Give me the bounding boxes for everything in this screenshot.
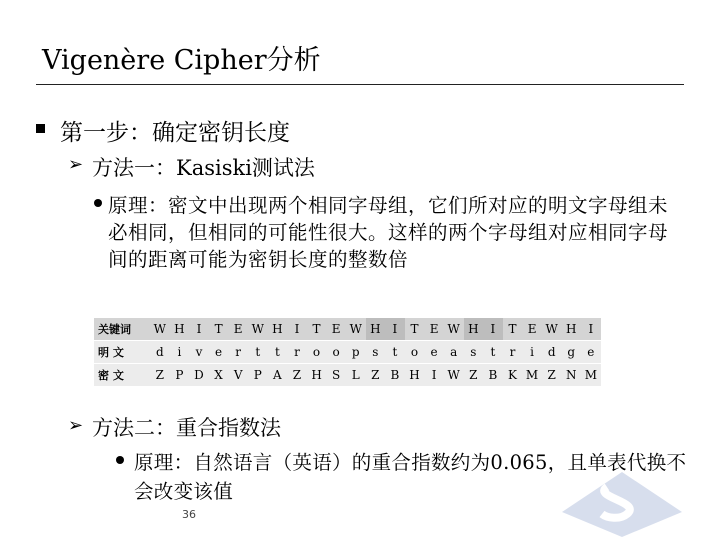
step1-heading: 第一步：确定密钥长度 — [60, 120, 290, 146]
table-cell: E — [228, 318, 248, 341]
table-cell: T — [307, 318, 327, 341]
table-cell: t — [385, 341, 405, 364]
arrow-bullet-icon: ➢ — [68, 154, 84, 175]
table-cell: p — [346, 341, 366, 364]
table-cell: g — [561, 341, 581, 364]
keyword-row — [94, 318, 601, 341]
table-cell: T — [209, 318, 229, 341]
row-label: 密 文 — [94, 364, 150, 387]
table-cell: W — [444, 318, 464, 341]
table-cell: v — [189, 341, 209, 364]
table-cell: H — [366, 318, 386, 341]
principle1-text: 原理：密文中出现两个相同字母组，它们所对应的明文字母组未必相同，但相同的可能性很大。这样的两个字母组对应相同字母间的距离可能为密钥长度的整数倍 — [108, 194, 669, 271]
table-cell: Z — [287, 364, 307, 387]
table-cell: X — [209, 364, 229, 387]
ciphertext-row — [94, 364, 601, 387]
table-cell: t — [248, 341, 268, 364]
table-cell: Z — [542, 364, 562, 387]
table-cell: B — [385, 364, 405, 387]
table-cell: P — [248, 364, 268, 387]
table-cell: W — [542, 318, 562, 341]
table-cell: H — [561, 318, 581, 341]
table-cell: r — [287, 341, 307, 364]
table-cell: D — [189, 364, 209, 387]
table-cell: Z — [150, 364, 170, 387]
table-cell: W — [346, 318, 366, 341]
kasiski-table — [94, 318, 601, 387]
table-cell: o — [405, 341, 425, 364]
square-bullet-icon — [36, 124, 45, 133]
table-cell: e — [424, 341, 444, 364]
table-cell: E — [424, 318, 444, 341]
table-cell: B — [483, 364, 503, 387]
table-cell: W — [444, 364, 464, 387]
row-label: 关键词 — [94, 318, 150, 341]
table-cell: E — [522, 318, 542, 341]
page-number: 36 — [182, 508, 196, 521]
table-cell: Z — [366, 364, 386, 387]
table-cell: t — [483, 341, 503, 364]
table-cell: S — [326, 364, 346, 387]
table-cell: I — [189, 318, 209, 341]
table-cell: a — [444, 341, 464, 364]
table-cell: V — [228, 364, 248, 387]
plaintext-row — [94, 341, 601, 364]
table-cell: A — [268, 364, 288, 387]
arrow-bullet-icon: ➢ — [68, 415, 84, 436]
method2-heading: 方法二：重合指数法 — [92, 416, 281, 440]
table-cell: I — [483, 318, 503, 341]
table-cell: H — [464, 318, 484, 341]
table-cell: H — [307, 364, 327, 387]
table-cell: o — [307, 341, 327, 364]
table-cell: I — [581, 318, 601, 341]
table-cell: I — [287, 318, 307, 341]
table-cell: E — [326, 318, 346, 341]
dot-bullet-icon — [116, 456, 124, 464]
table-cell: e — [209, 341, 229, 364]
table-cell: P — [170, 364, 190, 387]
slide-title: Vigenère Cipher分析 — [42, 45, 321, 76]
table-cell: o — [326, 341, 346, 364]
row-label: 明 文 — [94, 341, 150, 364]
table-cell: e — [581, 341, 601, 364]
table-cell: r — [503, 341, 523, 364]
title-divider — [36, 84, 684, 85]
table-cell: r — [228, 341, 248, 364]
table-cell: L — [346, 364, 366, 387]
logo-watermark-icon — [552, 452, 692, 542]
principle2-text: 原理：自然语言（英语）的重合指数约为0.065，且单表代换不会改变该值 — [134, 451, 687, 503]
table-cell: N — [561, 364, 581, 387]
table-cell: I — [385, 318, 405, 341]
table-cell: T — [503, 318, 523, 341]
table-cell: M — [522, 364, 542, 387]
table-cell: T — [405, 318, 425, 341]
table-cell: H — [170, 318, 190, 341]
table-cell: I — [424, 364, 444, 387]
table-cell: W — [150, 318, 170, 341]
table-cell: d — [542, 341, 562, 364]
table-cell: K — [503, 364, 523, 387]
table-cell: i — [522, 341, 542, 364]
table-cell: t — [268, 341, 288, 364]
dot-bullet-icon — [94, 199, 102, 207]
table-cell: s — [464, 341, 484, 364]
table-cell: s — [366, 341, 386, 364]
table-cell: W — [248, 318, 268, 341]
table-cell: M — [581, 364, 601, 387]
table-cell: i — [170, 341, 190, 364]
method1-heading: 方法一：Kasiski测试法 — [92, 156, 315, 180]
table-cell: H — [405, 364, 425, 387]
table-cell: Z — [464, 364, 484, 387]
table-cell: H — [268, 318, 288, 341]
table-cell: d — [150, 341, 170, 364]
